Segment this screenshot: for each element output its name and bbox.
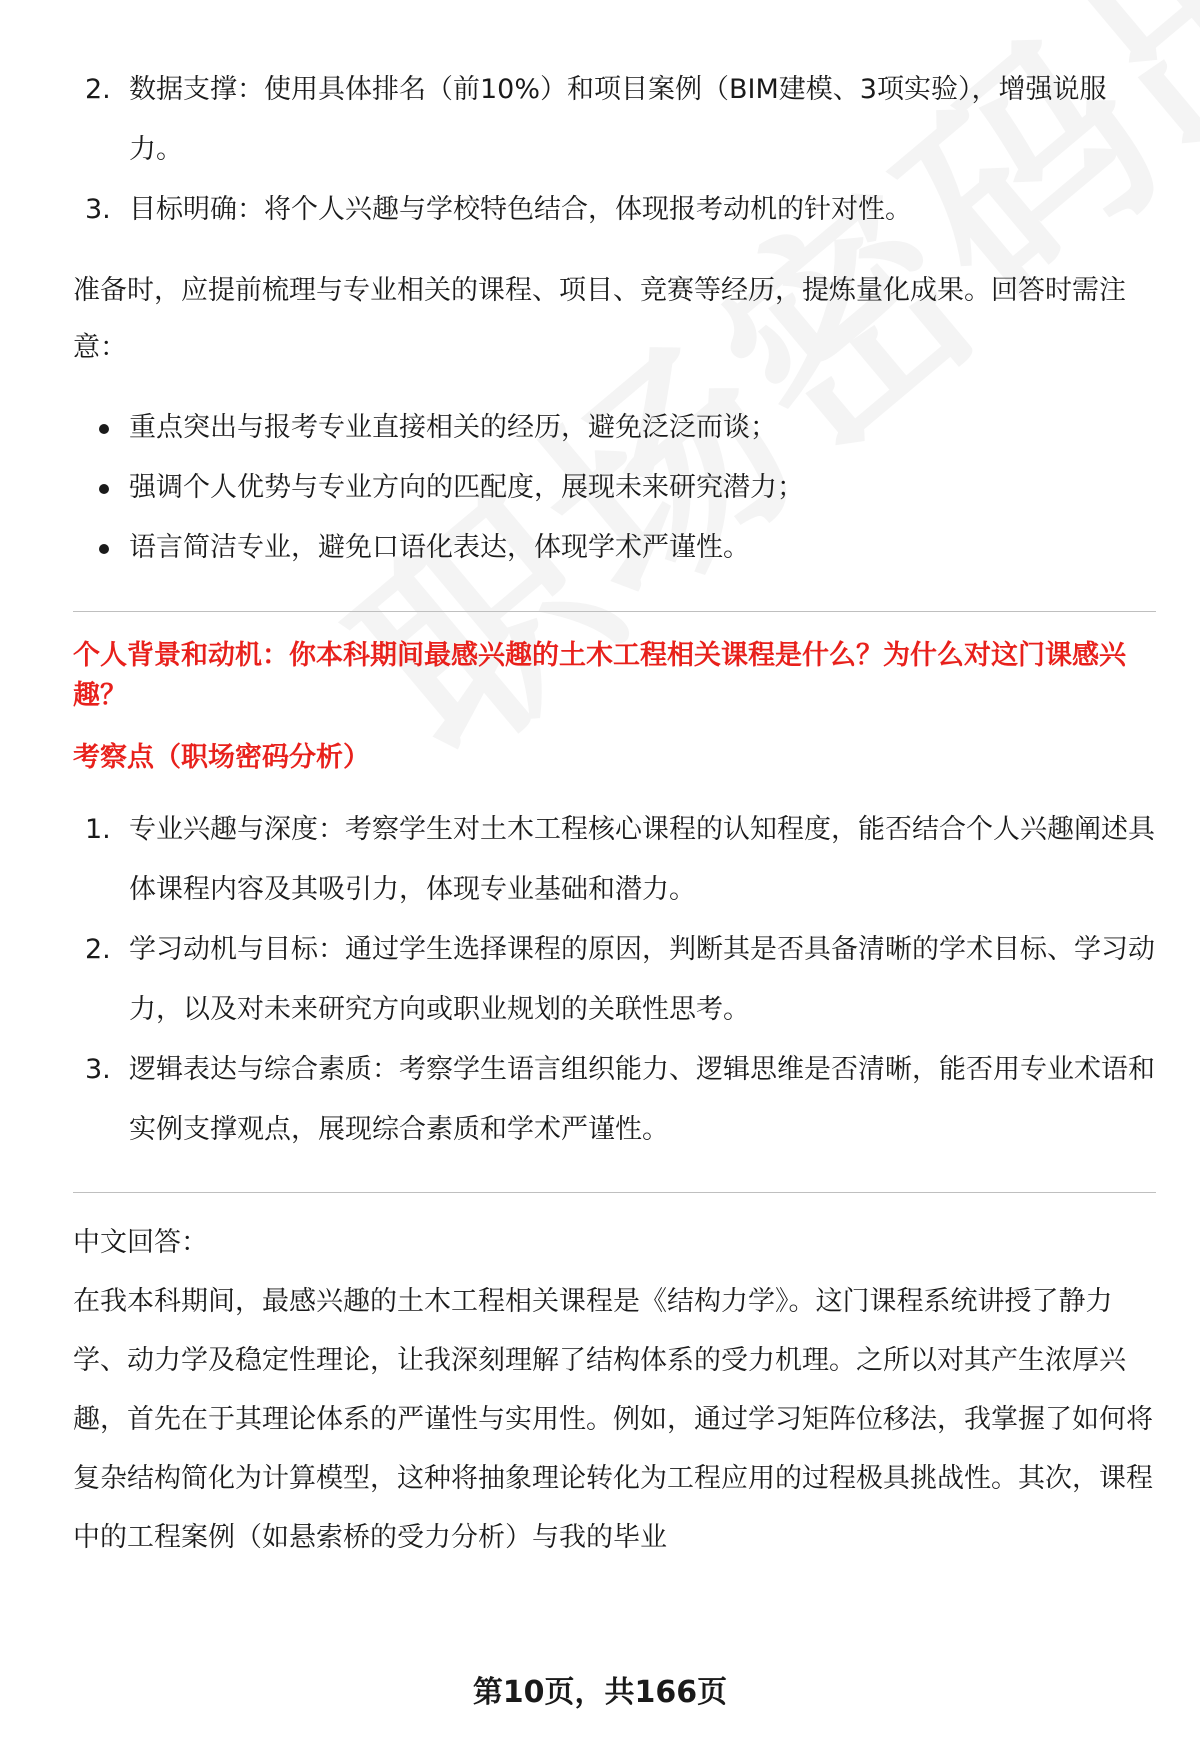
bullet-text: 强调个人优势与专业方向的匹配度，展现未来研究潜力； xyxy=(129,472,804,503)
list-number: 2. xyxy=(85,934,111,965)
list-number: 3. xyxy=(85,194,111,225)
list-number: 3. xyxy=(85,1054,111,1085)
bullet-dot-icon xyxy=(99,424,109,434)
list-text: 逻辑表达与综合素质：考察学生语言组织能力、逻辑思维是否清晰，能否用专业术语和实例支撑观点，展现综合素质和学术严谨性。 xyxy=(129,1054,1155,1145)
analysis-heading: 考察点（职场密码分析） xyxy=(73,742,370,773)
prep-paragraph: 准备时，应提前梳理与专业相关的课程、项目、竞赛等经历，提炼量化成果。回答时需注意： xyxy=(73,275,1126,363)
list-item xyxy=(73,920,1156,1040)
bullet-dot-icon xyxy=(99,544,109,554)
bullet-dot-icon xyxy=(99,484,109,494)
question-heading: 个人背景和动机：你本科期间最感兴趣的土木工程相关课程是什么？为什么对这门课感兴趣？ xyxy=(73,640,1126,711)
section-divider xyxy=(73,611,1156,612)
list-text: 目标明确：将个人兴趣与学校特色结合，体现报考动机的针对性。 xyxy=(129,194,912,225)
list-number: 1. xyxy=(85,814,111,845)
list-text: 专业兴趣与深度：考察学生对土木工程核心课程的认知程度，能否结合个人兴趣阐述具体课程内容及其吸引力，体现专业基础和潜力。 xyxy=(129,814,1155,905)
page-content xyxy=(73,60,1156,1567)
bullet-text: 重点突出与报考专业直接相关的经历，避免泛泛而谈； xyxy=(129,412,777,443)
top-numbered-list xyxy=(73,60,1156,240)
list-item xyxy=(73,60,1156,180)
list-item xyxy=(73,800,1156,920)
answer-text: 在我本科期间，最感兴趣的土木工程相关课程是《结构力学》。这门课程系统讲授了静力学、动力学及稳定性理论，让我深刻理解了结构体系的受力机理。之所以对其产生浓厚兴趣，首先在于其理论体系的严谨性与实用性。例如，通过学习矩阵位移法，我掌握了如何将复杂结构简化为计算模型，这种将抽象理论转化为工程应用的过程极具挑战性。其次，课程中的工程案例（如悬索桥的受力分析）与我的毕业 xyxy=(73,1286,1153,1553)
bullet-item xyxy=(73,518,1156,578)
list-number: 2. xyxy=(85,74,111,105)
bullet-item xyxy=(73,398,1156,458)
bullet-item xyxy=(73,458,1156,518)
bullet-text: 语言简洁专业，避免口语化表达，体现学术严谨性。 xyxy=(129,532,750,563)
answer-label: 中文回答： xyxy=(73,1227,208,1258)
list-item xyxy=(73,180,1156,240)
page-footer: 第10页，共166页 xyxy=(472,1675,728,1710)
analysis-numbered-list xyxy=(73,800,1156,1160)
list-item xyxy=(73,1040,1156,1160)
list-text: 学习动机与目标：通过学生选择课程的原因，判断其是否具备清晰的学术目标、学习动力，以及对未来研究方向或职业规划的关联性思考。 xyxy=(129,934,1155,1025)
list-text: 数据支撑：使用具体排名（前10%）和项目案例（BIM建模、3项实验），增强说服力。 xyxy=(129,74,1107,165)
tips-bullet-list xyxy=(73,398,1156,578)
section-divider xyxy=(73,1192,1156,1193)
